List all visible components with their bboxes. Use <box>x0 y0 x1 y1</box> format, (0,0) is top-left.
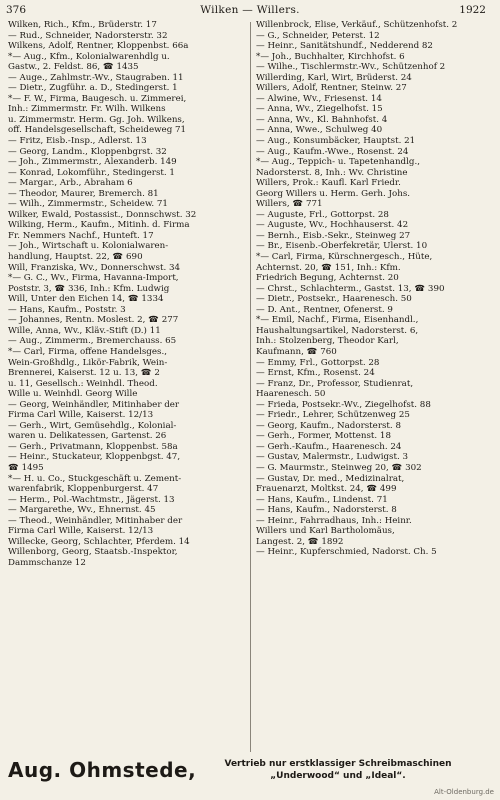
directory-line: — Aug., Kaufm.-Wwe., Rosenst. 24 <box>256 146 409 157</box>
directory-line: Wilken, Rich., Kfm., Brüderstr. 17 <box>8 20 157 30</box>
directory-line: Kaufmann, ☎ 760 <box>256 346 337 357</box>
directory-line: Achternst. 20, ☎ 151, Inh.: Kfm. <box>256 262 401 273</box>
directory-line: — Anna, Wwe., Schulweg 40 <box>256 125 383 136</box>
directory-line: Willerding, Karl, Wirt, Brüderst. 24 <box>256 72 412 83</box>
directory-line: Haarenesch. 50 <box>256 389 326 400</box>
directory-line: Willers, ☎ 771 <box>256 199 323 210</box>
directory-line: — Joh., Zimmermstr., Alexanderb. 149 <box>8 157 177 168</box>
directory-line: — Br., Eisenb.-Oberfekretär, Ulerst. 10 <box>256 241 428 252</box>
directory-line: — Franz, Dr., Professor, Studienrat, <box>256 378 414 389</box>
directory-line: — Heinr., Sanitätshundf., Nedderend 82 <box>256 41 433 52</box>
directory-line: — Anna, Wv., Kl. Bahnhofst. 4 <box>256 114 388 125</box>
directory-line: Gastw., 2. Feldst. 86, ☎ 1435 <box>8 62 139 73</box>
directory-line: — Heinr., Stuckateur, Kloppenbgst. 47, <box>8 452 181 463</box>
directory-line: — Aug., Zimmerm., Bremerchauss. 65 <box>8 336 177 347</box>
directory-line: — Herm., Pol.-Wachtmstr., Jägerst. 13 <box>8 494 175 505</box>
directory-line: — Georg, Landm., Kloppenbgrst. 32 <box>8 146 167 157</box>
directory-line: *— Joh., Buchhalter, Kirchhofst. 6 <box>256 51 405 62</box>
directory-year: 1922 <box>459 4 486 16</box>
directory-line: — Aug., Konsumbäcker, Hauptst. 21 <box>256 136 416 147</box>
directory-line: u. 11, Gesellsch.: Weinhdl. Theod. <box>8 378 158 389</box>
advertisement <box>8 756 488 786</box>
left-column <box>8 20 248 568</box>
column-divider <box>250 22 251 752</box>
directory-line: Wille u. Weinhdl. Georg Wille <box>8 389 138 400</box>
directory-line: *— Aug., Teppich- u. Tapetenhandlg., <box>256 157 420 168</box>
directory-line: — Theodor, Maurer, Bremerch. 81 <box>8 188 159 199</box>
directory-line: Georg Willers u. Herm. Gerh. Johs. <box>256 188 411 199</box>
directory-line: warenfabrik, Kloppenburgerst. 47 <box>8 484 159 495</box>
directory-line: — Georg, Kaufm., Nadorsterst. 8 <box>256 420 401 431</box>
directory-line: Wein-Großhdlg., Likör-Fabrik, Wein- <box>8 357 168 368</box>
directory-line: Will, Franziska, Wv., Donnerschwst. 34 <box>8 262 181 273</box>
directory-line: waren u. Delikatessen, Gartenst. 26 <box>8 431 167 442</box>
directory-line: — Gerh., Former, Mottenst. 18 <box>256 431 391 442</box>
directory-line: Wilkens, Adolf, Rentner, Kloppenbst. 66a <box>8 41 189 52</box>
directory-line: — Chrst., Schlachterm., Gastst. 13, ☎ 390 <box>256 283 445 294</box>
directory-line: *— F. W., Firma, Baugesch. u. Zimmerei, <box>8 93 187 104</box>
directory-line: — Johannes, Rentn. Moslest. 2, ☎ 277 <box>8 315 179 326</box>
directory-line: — Konrad, Lokomführ., Stedingerst. 1 <box>8 167 175 178</box>
page-title: Wilken — Willers. <box>200 4 300 16</box>
directory-line: off. Handelsgesellschaft, Scheideweg 71 <box>8 125 187 136</box>
directory-line: — Friedr., Lehrer, Schützenweg 25 <box>256 410 410 421</box>
directory-line: Haushaltungsartikel, Nadorsterst. 6, <box>256 325 419 336</box>
directory-line: — Hans, Kaufm., Nadorsterst. 8 <box>256 505 397 516</box>
directory-line: — Dietr., Zugführ. a. D., Stedingerst. 1 <box>8 83 178 94</box>
directory-line: Willers, Adolf, Rentner, Steinw. 27 <box>256 83 407 94</box>
directory-line: — Auguste, Wv., Hochhauserst. 42 <box>256 220 409 231</box>
directory-line: Willenborg, Georg, Staatsb.-Inspektor, <box>8 547 178 558</box>
directory-line: — Fritz, Eisb.-Insp., Adlerst. 13 <box>8 136 147 147</box>
directory-line: *— Carl, Firma, Kürschnergesch., Hüte, <box>256 252 433 263</box>
page-header <box>0 2 500 18</box>
directory-line: ☎ 1495 <box>8 462 44 473</box>
directory-line: Dammschanze 12 <box>8 557 86 568</box>
directory-line: — Dietr., Postsekr., Haarenesch. 50 <box>256 294 412 305</box>
directory-line: Brennerei, Kaiserst. 12 u. 13, ☎ 2 <box>8 368 160 379</box>
directory-line: Langest. 2, ☎ 1892 <box>256 536 344 547</box>
advertisement-text <box>188 758 488 782</box>
directory-line: Will, Unter den Eichen 14, ☎ 1334 <box>8 294 164 305</box>
directory-line: *— H. u. Co., Stuckgeschäft u. Zement- <box>8 473 182 484</box>
directory-line: Poststr. 3, ☎ 336, Inh.: Kfm. Ludwig <box>8 283 170 294</box>
directory-line: — Ernst, Kfm., Rosenst. 24 <box>256 368 375 379</box>
directory-line: — G. Maurmstr., Steinweg 20, ☎ 302 <box>256 462 422 473</box>
directory-line: Willecke, Georg, Schlachter, Pferdem. 14 <box>8 536 190 547</box>
directory-line: Wilker, Ewald, Postassist., Donnschwst. 32 <box>8 209 197 220</box>
directory-line: Willenbrock, Elise, Verkäuf., Schützenhofst. 2 <box>256 20 458 30</box>
directory-line: Wille, Anna, Wv., Kläv.-Stift (D.) 11 <box>8 325 161 336</box>
advertisement-line-1: Vertrieb nur erstklassiger Schreibmaschinen <box>224 759 452 769</box>
directory-line: — Gerh.-Kaufm., Haarenesch. 24 <box>256 441 402 452</box>
directory-line: — Theod., Weinhändler, Mitinhaber der <box>8 515 183 526</box>
directory-line: — Georg, Weinhändler, Mitinhaber der <box>8 399 180 410</box>
directory-line: — D. Ant., Rentner, Ofenerst. 9 <box>256 304 393 315</box>
directory-line: — Gerh., Privatmann, Kloppenbst. 58a <box>8 441 178 452</box>
directory-line: — Hans, Kaufm., Poststr. 3 <box>8 304 126 315</box>
directory-line: — Wilh., Zimmermstr., Scheidew. 71 <box>8 199 168 210</box>
directory-line: — Wilhe., Tischlermstr.-Wv., Schützenhof 2 <box>256 62 446 73</box>
directory-line: Wilking, Herm., Kaufm., Mitinh. d. Firma <box>8 220 190 231</box>
directory-line: — Rud., Schneider, Nadorsterstr. 32 <box>8 30 168 41</box>
directory-line: Inh.: Stolzenberg, Theodor Karl, <box>256 336 399 347</box>
directory-line: — Joh., Wirtschaft u. Kolonialwaren- <box>8 241 169 252</box>
directory-line: — Heinr., Fahrradhaus, Inh.: Heinr. <box>256 515 412 526</box>
directory-line: — Auguste, Frl., Gottorpst. 28 <box>256 209 389 220</box>
directory-line: Inh.: Zimmermstr. Fr. Wilh. Wilkens <box>8 104 166 115</box>
directory-line: Willers, Prok.: Kaufl. Karl Friedr. <box>256 178 401 189</box>
directory-line: *— Carl, Firma, offene Handelsges., <box>8 346 167 357</box>
directory-line: Fr. Nemmers Nachf., Hunteft. 17 <box>8 230 154 241</box>
directory-line: *— G. C., Wv., Firma, Havanna-Import, <box>8 273 179 284</box>
directory-line: handlung, Hauptst. 22, ☎ 690 <box>8 252 143 263</box>
advertiser-name: Aug. Ohmstede, <box>8 758 197 782</box>
directory-line: — G., Schneider, Peterst. 12 <box>256 30 380 41</box>
directory-line: — Gerh., Wirt, Gemüsehdlg., Kolonial- <box>8 420 177 431</box>
directory-line: Friedrich Begung, Achternst. 20 <box>256 273 399 284</box>
directory-line: — Gustav, Malermstr., Ludwigst. 3 <box>256 452 409 463</box>
advertisement-line-2: „Underwood“ und „Ideal“. <box>270 771 406 781</box>
directory-line: — Emmy, Frl., Gottorpst. 28 <box>256 357 380 368</box>
directory-line: Willers und Karl Bartholomäus, <box>256 526 395 537</box>
directory-line: — Alwine, Wv., Friesenst. 14 <box>256 93 382 104</box>
directory-line: — Auge., Zahlmstr.-Wv., Staugraben. 11 <box>8 72 184 83</box>
directory-line: — Margarethe, Wv., Ehnernst. 45 <box>8 505 156 516</box>
page-number: 376 <box>6 4 27 16</box>
directory-line: — Margar., Arb., Abraham 6 <box>8 178 133 189</box>
directory-line: — Heinr., Kupferschmied, Nadorst. Ch. 5 <box>256 547 437 558</box>
directory-line: Nadorsterst. 8, Inh.: Wv. Christine <box>256 167 408 178</box>
watermark: Alt-Oldenburg.de <box>434 788 494 796</box>
right-column <box>256 20 496 558</box>
directory-line: — Frieda, Postsekr.-Wv., Ziegelhofst. 88 <box>256 399 431 410</box>
directory-line: Frauenarzt, Moltkst. 24, ☎ 499 <box>256 484 397 495</box>
directory-line: u. Zimmermstr. Herm. Gg. Joh. Wilkens, <box>8 114 185 125</box>
directory-line: Firma Carl Wille, Kaiserst. 12/13 <box>8 410 154 421</box>
directory-line: Firma Carl Wille, Kaiserst. 12/13 <box>8 526 154 537</box>
directory-line: *— Emil, Nachf., Firma, Eisenhandl., <box>256 315 419 326</box>
directory-line: *— Aug., Kfm., Kolonialwarenhdlg u. <box>8 51 170 62</box>
directory-line: — Bernh., Eisb.-Sekr., Steinweg 27 <box>256 230 411 241</box>
directory-line: — Hans, Kaufm., Lindenst. 71 <box>256 494 388 505</box>
directory-line: — Gustav, Dr. med., Medizinalrat, <box>256 473 405 484</box>
directory-line: — Anna, Wv., Ziegelhofst. 15 <box>256 104 383 115</box>
